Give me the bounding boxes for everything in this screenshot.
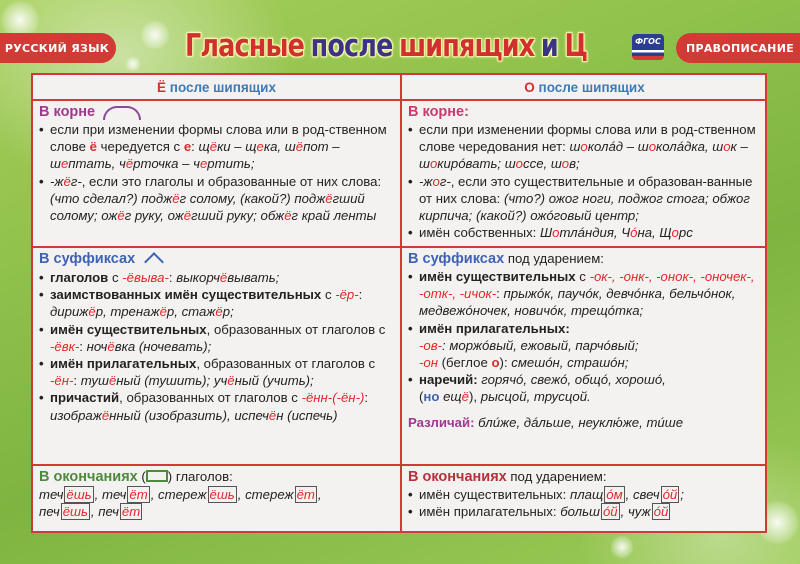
root-arc-icon <box>103 106 141 120</box>
right-suffix-cell <box>402 248 767 464</box>
rule-item <box>39 121 394 173</box>
rule-item: • имён существительных, образованных от глаголов с -ёвк-: ночёвка (ночевать); <box>39 321 394 355</box>
left-suffix-cell <box>33 248 400 464</box>
right-ending-cell: В окончаниях под ударением: • имён существительных: плащ óм , свеч óй ; • имён прилагательных: больш óй , чуж óй <box>402 466 767 531</box>
rule-item: • имён прилагательных, образованных от глаголов с -ён-: тушёный (тушить); учёный (учить); <box>39 355 394 389</box>
rule-item: • причастий, образованных от глаголов с -ённ-(-ён-): изображённый (изобразить), испечён (испечь) <box>39 389 394 423</box>
section-title: В окончаниях <box>39 469 138 485</box>
rule-item: • имён прилагательных: больш óй , чуж óй <box>408 503 761 520</box>
distinguish-note: Различай: блúже, дáльше, неуклю́же, тúше <box>408 414 684 430</box>
section-title: В корне: <box>408 104 469 120</box>
column-header-letter: Ё <box>157 79 167 95</box>
rule-text: чередуется с <box>96 139 184 155</box>
morpheme: -ж <box>50 173 64 189</box>
title-word: Гласные <box>185 28 305 64</box>
rules-table <box>31 73 767 533</box>
example-text: шоколáд – шоколáдка, шок – шокирóвать; шоссе, шов; <box>419 139 748 172</box>
section-subtitle: под ударением: <box>504 251 604 266</box>
rule-item <box>39 173 394 225</box>
example-text: (что?) ожог ноги, поджог стога; обжог кирпича; (какой?) ожóговый центр; <box>419 190 750 224</box>
subject-badge <box>0 33 116 63</box>
rule-text: : <box>191 139 199 155</box>
section-title: В суффиксах <box>408 251 505 267</box>
morpheme: -ж <box>419 173 433 189</box>
rule-item: • имён существительных: плащ óм , свеч óй ; <box>408 486 761 503</box>
section-title: В корне <box>39 104 96 120</box>
column-header-letter: О <box>524 79 535 95</box>
ending-box-icon <box>146 470 168 482</box>
ending-examples: теч ёшь , теч ёт , стереж ёшь , стереж ёт , печ ёшь , печ ёт <box>39 487 322 520</box>
example-text: щёки – щека, шёпот – шептать, чёрточка – чертить; <box>50 139 340 172</box>
highlight-letter: ё <box>89 139 97 155</box>
section-title: В суффиксах <box>39 251 136 267</box>
highlight-letter: ё <box>63 173 71 189</box>
left-ending-cell: В окончаниях ( ) глаголов: теч ёшь , теч ёт , стереж ёшь , стереж ёт , печ ёшь , печ ёт <box>33 466 400 531</box>
section-title: В окончаниях <box>408 469 507 485</box>
example-text: (что сделал?) поджёг солому, (какой?) поджёгший солому; ожёг руку, ожёгший руку; обжёг край ленты <box>50 190 377 224</box>
column-header-yo <box>33 75 400 99</box>
topic-badge <box>676 33 800 63</box>
rule-item: • глаголов с -ёвыва-: выкорчёвывать; <box>39 269 394 286</box>
rule-item: • наречий: горячó, свежó, общó, хорошó, (но ещё), рысцой, трусцой. <box>408 371 761 405</box>
rule-item: • заимствованных имён существительных с -ёр-: дирижёр, тренажёр, стажёр; <box>39 286 394 320</box>
decor-bubble <box>140 20 170 50</box>
rule-item <box>408 121 761 173</box>
highlight-letter: е <box>183 139 192 155</box>
rule-text: , если это существительные и образован-ванные от них слова: <box>419 173 753 206</box>
morpheme: г- <box>439 173 451 189</box>
rule-text: если при изменении формы слова или в род-ственном слове <box>50 122 387 155</box>
fgos-logo-label: ФГОС <box>635 37 661 46</box>
highlight-letter: о <box>432 173 440 189</box>
column-header-text: после шипящих <box>534 79 645 95</box>
topic-badge-label: ПРАВОПИСАНИЕ <box>685 41 795 55</box>
decor-bubble <box>125 56 141 72</box>
left-root-cell <box>33 101 400 246</box>
rule-item <box>408 224 761 241</box>
example-text: Шотлáндия, Чóна, Щорс <box>540 225 693 241</box>
rule-item: • имён существительных с -ок-, -онк-, -онок-, -оночек-, -отк-, -ичок-: прыжóк, паучóк, девчóнка, бельчóнок, медвежóночек, новичóк, трещóтка; <box>408 268 761 320</box>
fgos-logo-icon <box>632 34 664 60</box>
column-header-text: после шипящих <box>166 79 276 95</box>
rule-item <box>408 173 761 225</box>
rule-item: • имён прилагательных: -ов-: моржóвый, ежовый, парчóвый; -он (беглое о): смешóн, страшóн; <box>408 320 761 372</box>
title-word: Ц <box>564 28 588 64</box>
morpheme: г- <box>70 173 82 189</box>
title-word: и <box>540 28 558 64</box>
rule-text: если при изменении формы слова или в род-ственном слове чередования нет: <box>419 122 756 155</box>
column-header-o <box>402 75 767 99</box>
rule-text: , если это глаголы и образованные от них слова: <box>81 173 382 189</box>
right-root-cell <box>402 101 767 246</box>
title-word: после <box>310 28 393 64</box>
title-word: шипящих <box>399 28 535 64</box>
page-title <box>185 22 587 70</box>
decor-bubble <box>610 535 634 559</box>
rule-text: имён собственных: <box>419 225 540 241</box>
subject-badge-label: РУССКИЙ ЯЗЫК <box>4 41 110 55</box>
